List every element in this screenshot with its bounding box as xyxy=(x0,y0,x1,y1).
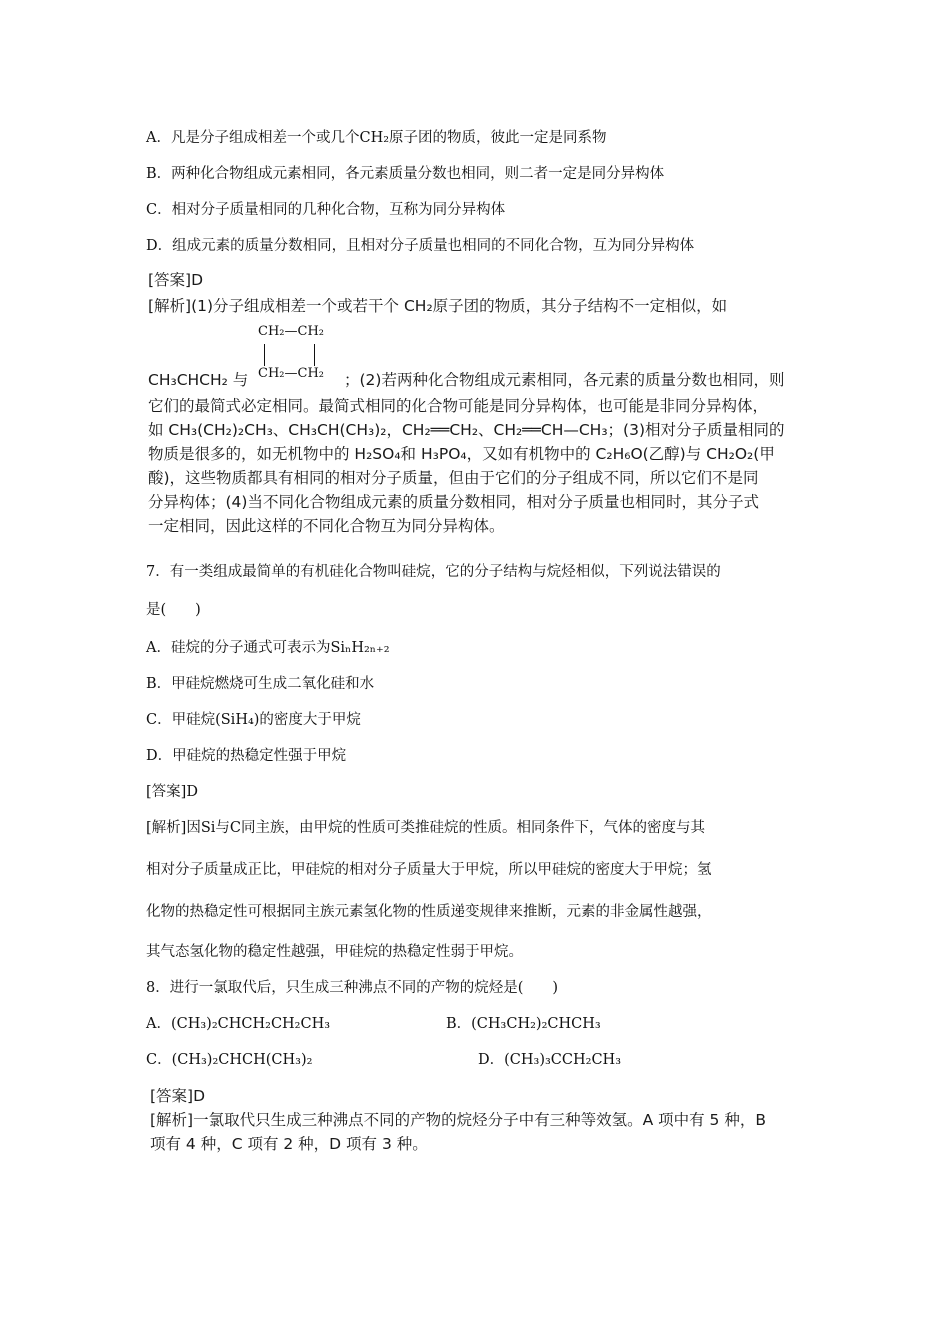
q7-analysis-line: 相对分子质量成正比，甲硅烷的相对分子质量大于甲烷，所以甲硅烷的密度大于甲烷；氢 xyxy=(146,862,712,878)
q7-option-a: A．硅烷的分子通式可表示为SiₙH₂ₙ₊₂ xyxy=(146,640,390,656)
q6-option-b: B．两种化合物组成元素相同，各元素质量分数也相同，则二者一定是同分异构体 xyxy=(146,166,665,182)
struct-bottom: CH₂—CH₂ xyxy=(258,366,324,381)
cyclobutane-structure xyxy=(258,324,346,388)
q8-option-a: A．(CH₃)₂CHCH₂CH₂CH₃ xyxy=(146,1016,331,1032)
q7-analysis-line: 化物的热稳定性可根据同主族元素氢化物的性质递变规律来推断，元素的非金属性越强， xyxy=(146,904,712,920)
q7-stem-line1: 7．有一类组成最简单的有机硅化合物叫硅烷，它的分子结构与烷烃相似，下列说法错误的 xyxy=(146,564,721,580)
q6-answer: [答案]D xyxy=(148,271,204,289)
q6-analysis-line2-post: ；(2)若两种化合物组成元素相同，各元素的质量分数也相同，则 xyxy=(344,371,785,389)
q7-answer: [答案]D xyxy=(146,784,198,800)
struct-right-bond xyxy=(314,344,315,366)
q6-analysis-rest xyxy=(148,394,828,538)
struct-top: CH₂—CH₂ xyxy=(258,324,324,339)
q6-option-d: D．组成元素的质量分数相同，且相对分子质量也相同的不同化合物，互为同分异构体 xyxy=(146,238,695,254)
q6-analysis-line: 如 CH₃(CH₂)₂CH₃、CH₃CH(CH₃)₂，CH₂══CH₂、CH₂══CH—CH₃；(3)相对分子质量相同的 xyxy=(148,421,785,439)
q7-option-c: C．甲硅烷(SiH₄)的密度大于甲烷 xyxy=(146,712,361,728)
q8-analysis-line: [解析]一氯取代只生成三种沸点不同的产物的烷烃分子中有三种等效氢。A 项中有 5 种，B xyxy=(150,1111,766,1129)
q7-analysis-line: [解析]因Si与C同主族，由甲烷的性质可类推硅烷的性质。相同条件下，气体的密度与其 xyxy=(146,820,705,836)
q6-analysis-line: 酸)，这些物质都具有相同的相对分子质量，但由于它们的分子组成不同，所以它们不是同 xyxy=(148,469,759,487)
q6-option-c: C．相对分子质量相同的几种化合物，互称为同分异构体 xyxy=(146,202,506,218)
q6-analysis-line1: [解析](1)分子组成相差一个或若干个 CH₂原子团的物质，其分子结构不一定相似，如 xyxy=(148,297,728,315)
q6-analysis-line: 一定相同，因此这样的不同化合物互为同分异构体。 xyxy=(148,517,505,535)
q7-stem-line2: 是( ) xyxy=(146,602,201,618)
q8-analysis-line: 项有 4 种，C 项有 2 种，D 项有 3 种。 xyxy=(150,1135,428,1153)
q6-option-a: A．凡是分子组成相差一个或几个CH₂原子团的物质，彼此一定是同系物 xyxy=(146,130,607,146)
q6-analysis-line: 物质是很多的，如无机物中的 H₂SO₄和 H₃PO₄，又如有机物中的 C₂H₆O(乙醇)与 CH₂O₂(甲 xyxy=(148,445,775,463)
q6-analysis-line: 分异构体；(4)当不同化合物组成元素的质量分数相同，相对分子质量也相同时，其分子式 xyxy=(148,493,759,511)
q8-option-d: D．(CH₃)₃CCH₂CH₃ xyxy=(478,1052,622,1068)
q7-option-d: D．甲硅烷的热稳定性强于甲烷 xyxy=(146,748,347,764)
q6-analysis-line: 它们的最简式必定相同。最简式相同的化合物可能是同分异构体，也可能是非同分异构体， xyxy=(148,397,769,415)
q8-option-c: C．(CH₃)₂CHCH(CH₃)₂ xyxy=(146,1052,313,1068)
q8-stem: 8．进行一氯取代后，只生成三种沸点不同的产物的烷烃是( ) xyxy=(146,980,559,996)
q8-option-b: B．(CH₃CH₂)₂CHCH₃ xyxy=(446,1016,601,1032)
struct-left-bond xyxy=(264,344,265,366)
q6-analysis-line2-pre: CH₃CHCH₂ 与 xyxy=(148,371,249,389)
q8-answer: [答案]D xyxy=(150,1087,206,1105)
q8-analysis xyxy=(150,1108,830,1156)
q7-analysis-line: 其气态氢化物的稳定性越强，甲硅烷的热稳定性弱于甲烷。 xyxy=(146,944,523,960)
q7-option-b: B．甲硅烷燃烧可生成二氧化硅和水 xyxy=(146,676,375,692)
